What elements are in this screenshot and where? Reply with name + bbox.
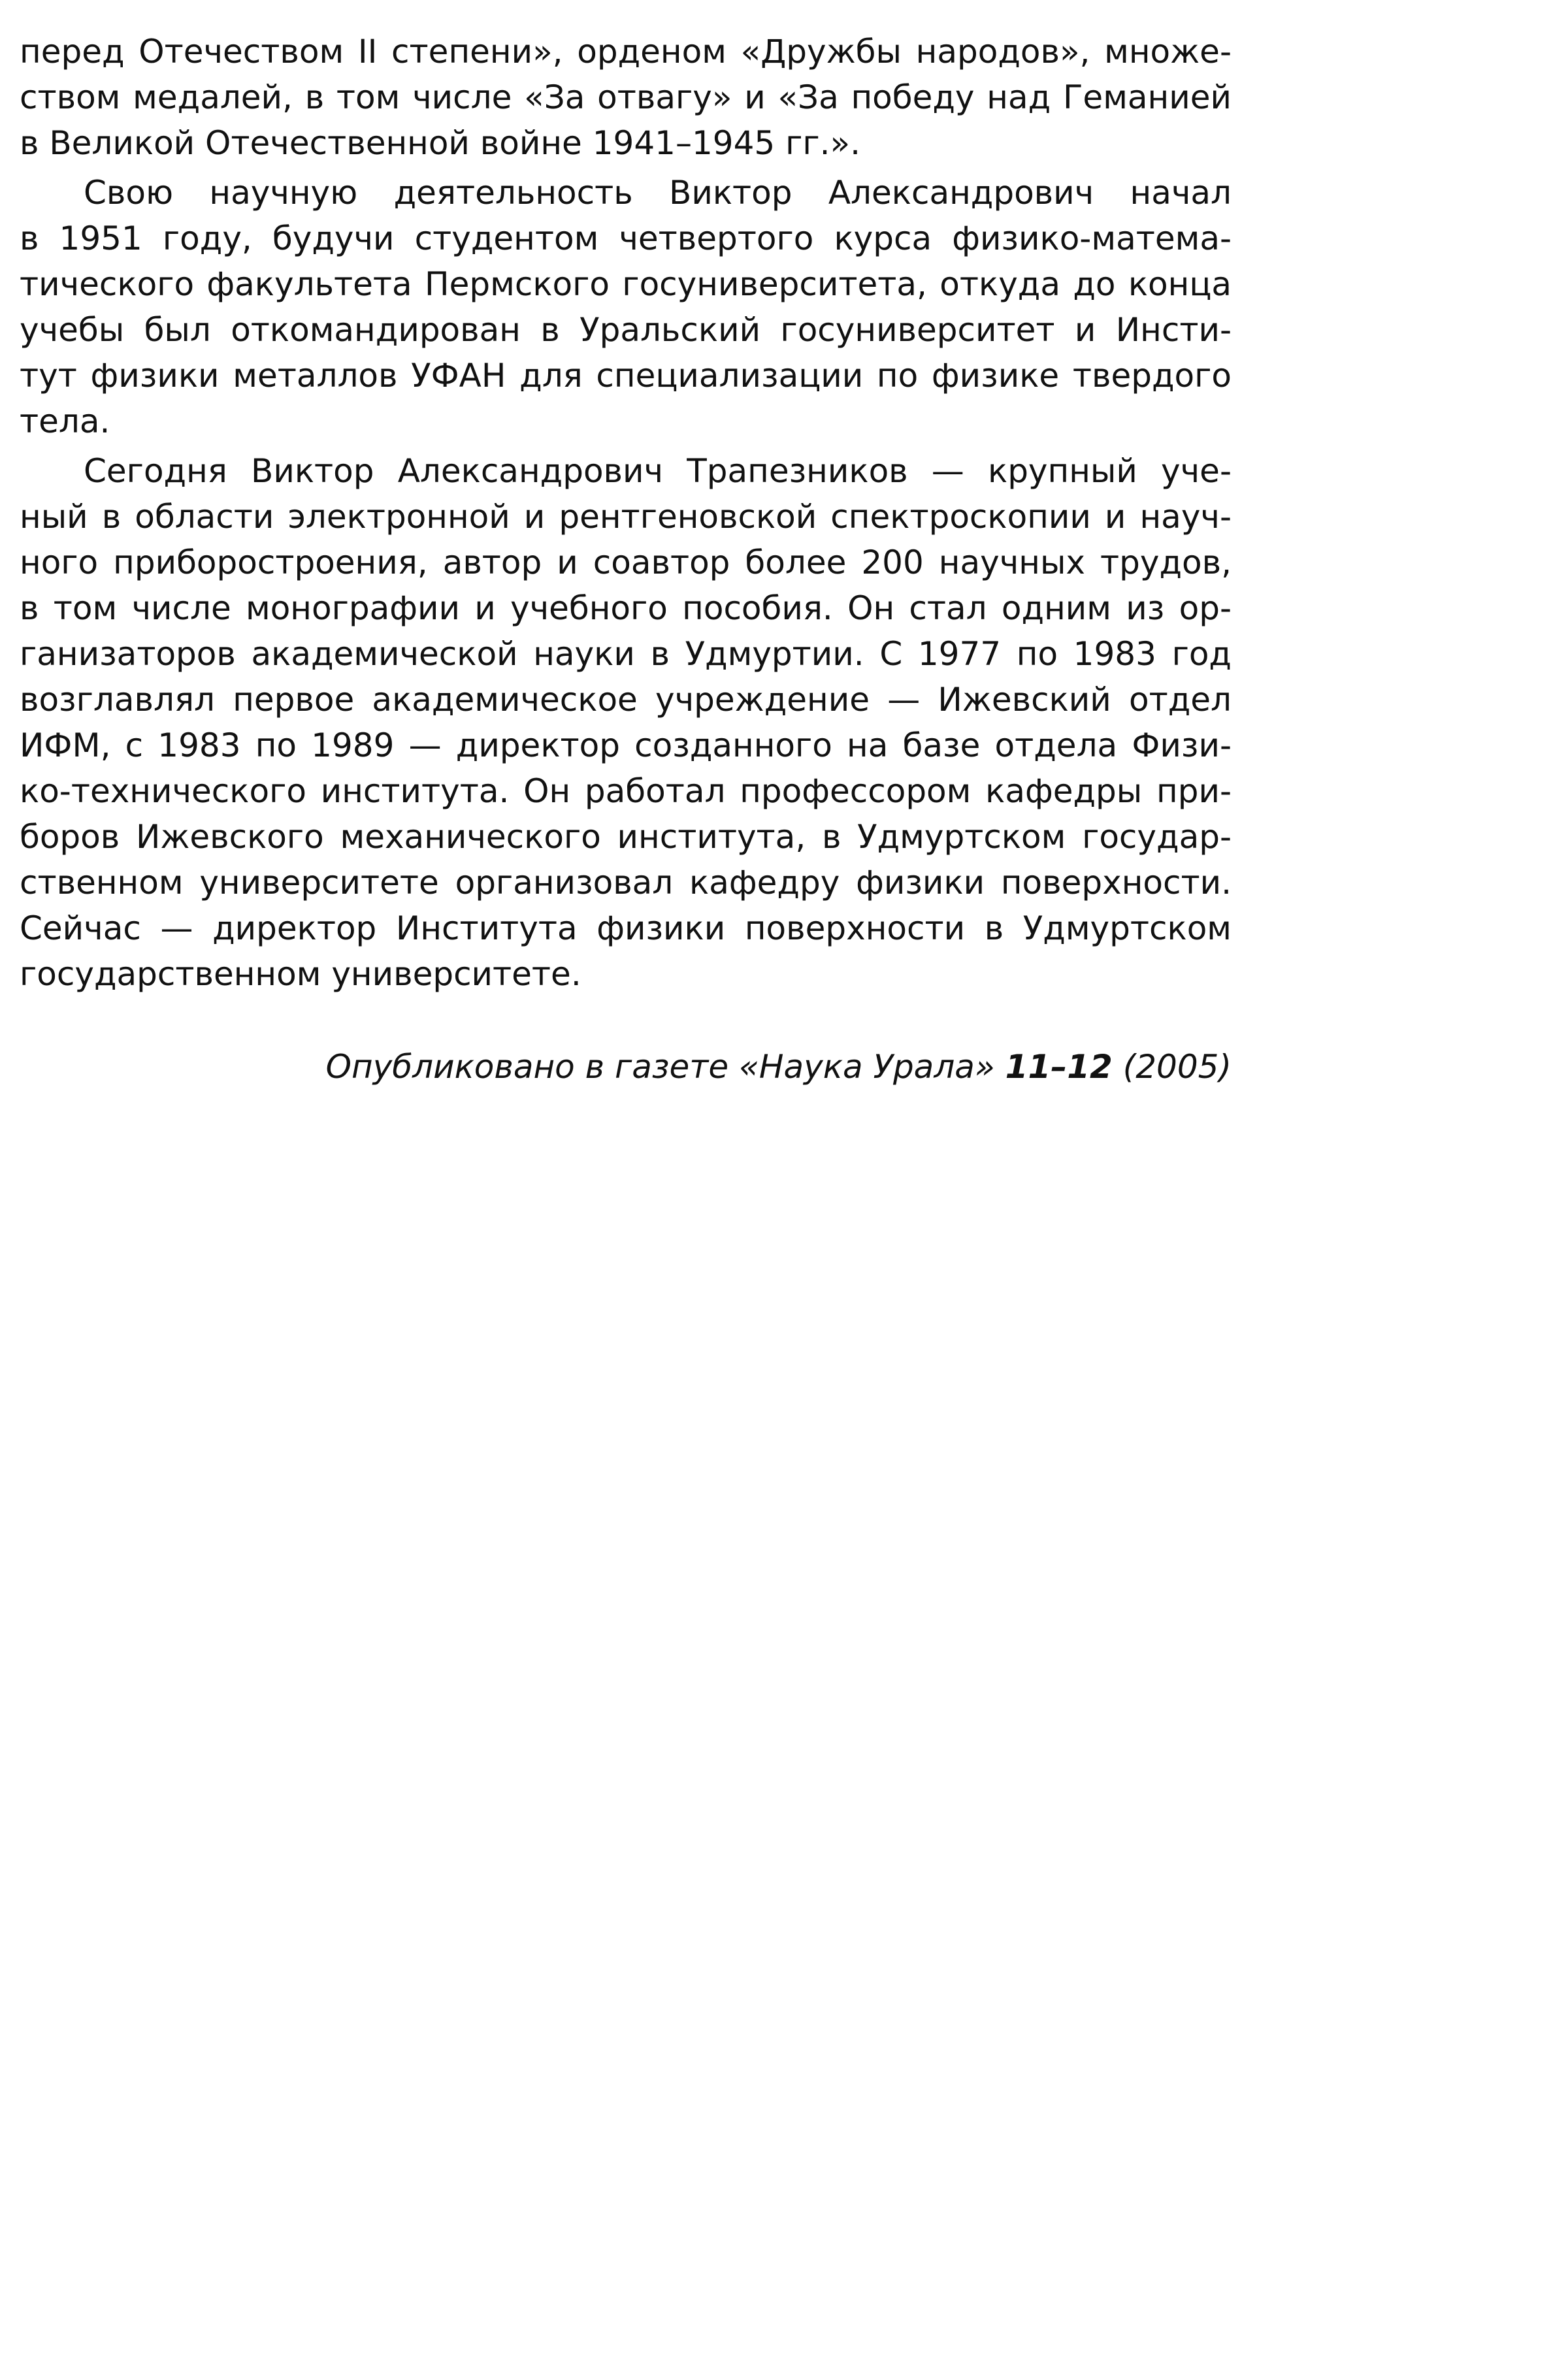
paragraph-line: перед Отечеством II степени», орденом «Дружбы народов», множе-: [20, 33, 1232, 71]
paragraph-line: тического факультета Пермского госуниверситета, откуда до конца: [20, 265, 1232, 303]
paragraph-line: тут физики металлов УФАН для специализации по физике твердого: [20, 357, 1232, 395]
paragraph-line: ганизаторов академической науки в Удмуртии. С 1977 по 1983 год: [20, 635, 1232, 673]
paragraph-line: ством медалей, в том числе «За отвагу» и «За победу над Геманией: [20, 78, 1232, 116]
paragraph-line: Сейчас — директор Института физики поверхности в Удмуртском: [20, 909, 1232, 947]
paragraph-1: [20, 29, 1232, 166]
paragraph-line: Свою научную деятельность Виктор Александрович начал: [84, 174, 1232, 212]
paragraph-line: возглавлял первое академическое учреждение — Ижевский отдел: [20, 681, 1232, 719]
paragraph-line: в Великой Отечественной войне 1941–1945 гг.».: [20, 124, 861, 162]
paragraph-2: [20, 170, 1232, 444]
paragraph-3: [20, 448, 1232, 997]
paragraph-line: ственном университете организовал кафедру физики поверхности.: [20, 864, 1232, 902]
publication-note: [20, 1044, 1232, 1090]
paragraph-line: в 1951 году, будучи студентом четвертого курса физико-матема-: [20, 220, 1232, 257]
paragraph-line: в том числе монографии и учебного пособия. Он стал одним из ор-: [20, 589, 1232, 627]
publication-year: (2005): [1112, 1048, 1232, 1086]
paragraph-line: боров Ижевского механического института, в Удмуртском государ-: [20, 818, 1232, 856]
paragraph-line: ного приборостроения, автор и соавтор более 200 научных трудов,: [20, 544, 1232, 581]
publication-issue: 11–12: [1005, 1048, 1113, 1086]
article-text: [20, 29, 1232, 997]
paragraph-line: государственном университете.: [20, 955, 581, 993]
paragraph-line: ный в области электронной и рентгеновской спектроскопии и науч-: [20, 498, 1232, 536]
paragraph-line: учебы был откомандирован в Уральский госуниверситет и Инсти-: [20, 311, 1232, 349]
publication-prefix: Опубликовано в газете «Наука Урала»: [325, 1048, 1005, 1086]
paragraph-line: тела.: [20, 402, 110, 440]
paragraph-line: ИФМ, с 1983 по 1989 — директор созданного на базе отдела Физи-: [20, 726, 1232, 764]
paragraph-line: ко-технического института. Он работал профессором кафедры при-: [20, 772, 1232, 810]
paragraph-line: Сегодня Виктор Александрович Трапезников — крупный уче-: [84, 452, 1232, 490]
